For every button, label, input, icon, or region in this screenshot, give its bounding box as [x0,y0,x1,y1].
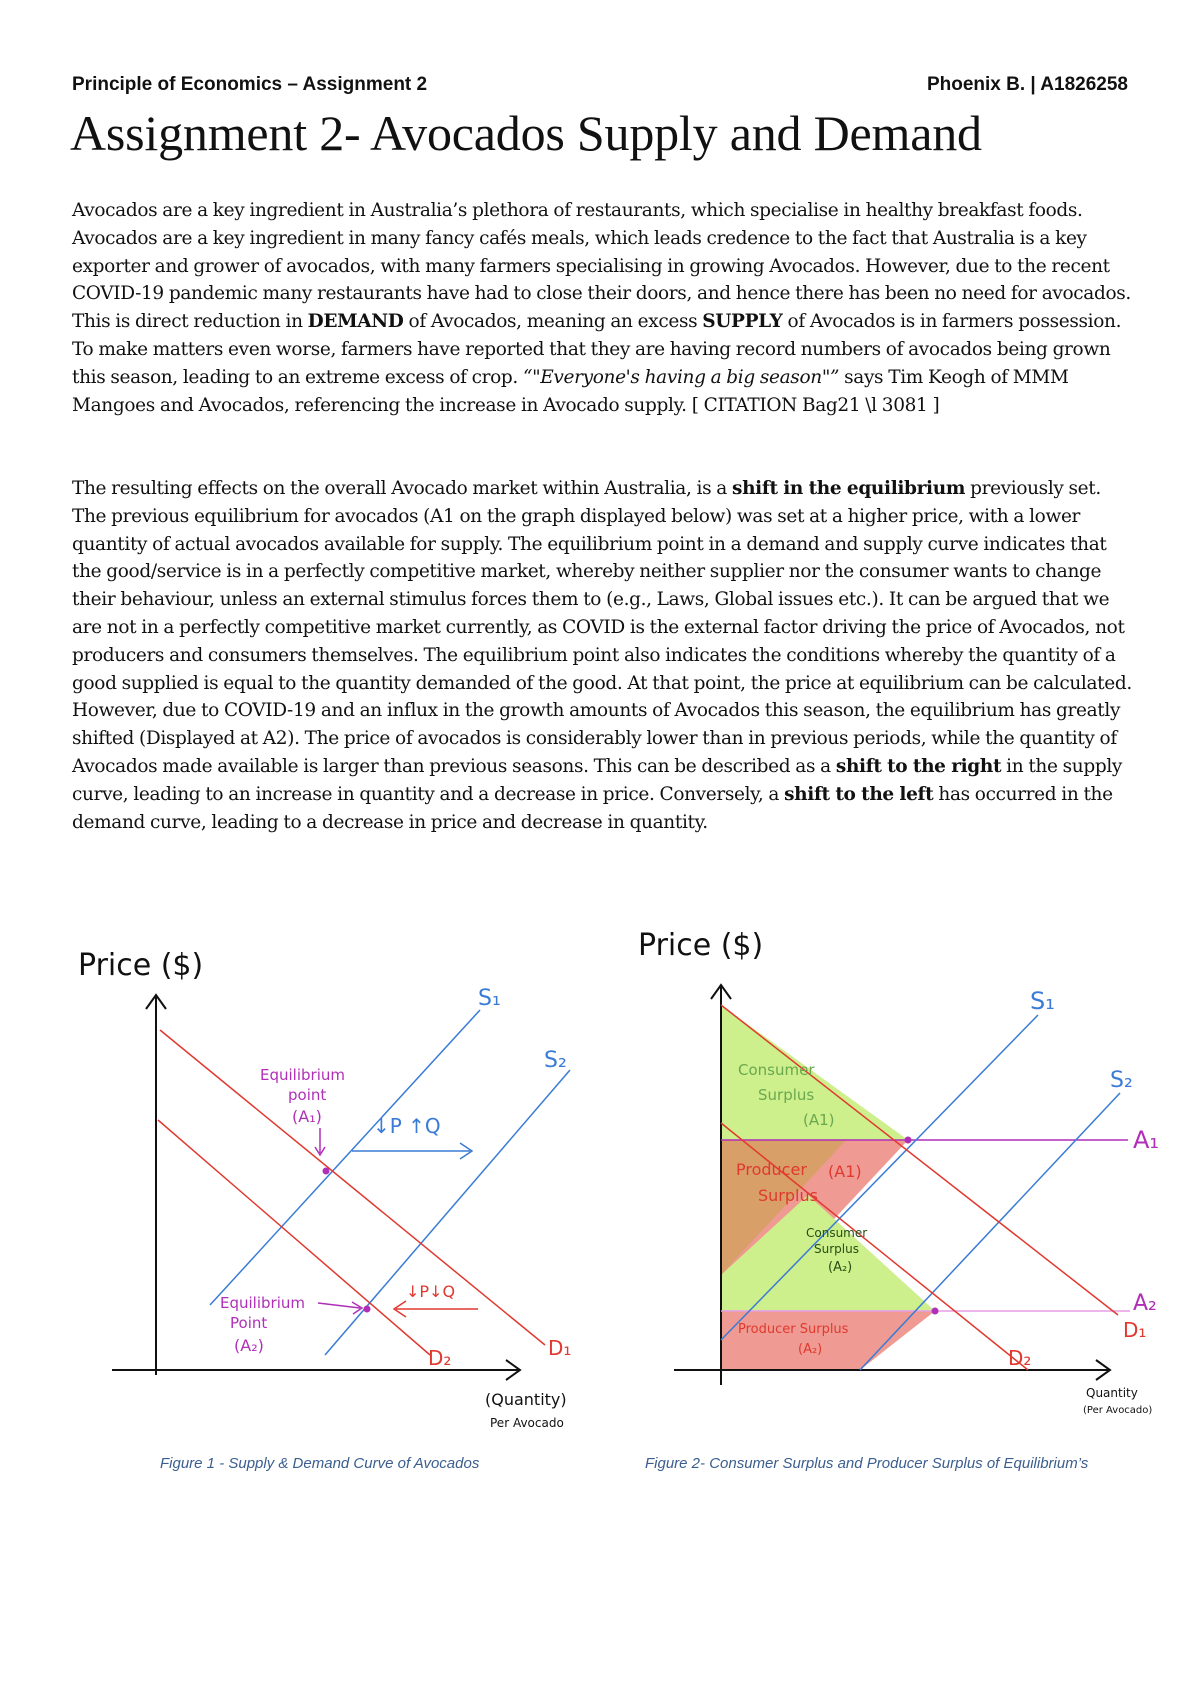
demand-curve-d2 [158,1120,430,1355]
cs-a1-label-line3: (A1) [803,1111,835,1129]
eq1-pointer-arrow [315,1128,325,1155]
cs-a1-label-line1: Consumer [738,1061,815,1079]
text-run: of Avocados, meaning an excess [403,311,703,333]
document-title: Assignment 2- Avocados Supply and Demand [70,105,982,161]
figure-supply-demand [70,915,590,1460]
cs-a2-label-line1: Consumer [806,1226,868,1240]
eq1-label-line2: point [288,1086,327,1104]
quote-mark: “" [523,366,541,388]
bold-shift-left: shift to the left [784,783,934,805]
ps-a1-label-line1: Producer [736,1160,807,1179]
surplus-graph [628,915,1188,1460]
quote-mark: "” [821,366,840,388]
x-axis-label: Quantity [1086,1386,1138,1400]
figure1-caption: Figure 1 - Supply & Demand Curve of Avocados [160,1455,480,1472]
equilibrium-point-a2 [364,1306,371,1313]
demand-curve-d1 [160,1030,545,1345]
text-run: in the supply curve, leading to an increase in quantity and a decrease in price. Conversely, a [72,755,1122,805]
x-axis-sublabel: (Per Avocado) [1083,1405,1153,1416]
bold-shift-right: shift to the right [835,755,1002,777]
supply-shift-arrow [352,1143,472,1159]
label-d1: D₁ [548,1336,572,1360]
label-s1: S₁ [478,986,501,1011]
paragraph-analysis [72,475,1134,836]
label-s1: S₁ [1030,987,1055,1015]
supply-curve-s1 [210,1010,480,1305]
eq2-label-line1: Equilibrium [220,1294,305,1312]
label-a1: A₁ [1133,1126,1160,1154]
eq1-label-line3: (A₁) [292,1107,322,1126]
eq2-label-line2: Point [230,1314,268,1332]
cs-a2-label-line3: (A₂) [828,1260,853,1275]
eq1-label-line1: Equilibrium [260,1066,345,1084]
quote-text: Everyone's having a big season [540,366,822,388]
cs-a1-label-line2: Surplus [758,1086,815,1104]
demand-shift-arrow [394,1301,478,1317]
label-s2: S₂ [544,1048,567,1073]
figure-surplus [628,915,1188,1460]
text-run: has occurred in the demand curve, leading to a decrease in price and decrease in quantity. [72,783,1113,833]
label-s2: S₂ [1110,1068,1133,1093]
ps-a2-label-line1: Producer Surplus [738,1322,849,1337]
label-d1: D₁ [1123,1318,1147,1342]
figure2-caption: Figure 2- Consumer Surplus and Producer Surplus of Equilibrium’s [645,1455,1089,1472]
label-d2: D₂ [428,1346,452,1370]
x-axis-label: (Quantity) [485,1390,567,1409]
label-a2: A₂ [1133,1291,1157,1316]
text-run: The resulting effects on the overall Avocado market within Australia, is a [72,478,732,499]
header-author: Phoenix B. | A1826258 [926,74,1128,95]
page-header [72,74,1128,100]
ps-a2-label-line2: (A₂) [798,1342,823,1357]
supply-curve-s2 [325,1070,570,1355]
producer-surplus-a2-area [721,1311,935,1370]
demand-shift-label: ↓P↓Q [406,1282,456,1301]
equilibrium-point-a2 [932,1308,939,1315]
cs-a2-label-line2: Surplus [814,1242,859,1256]
ps-a1-label-line2: (A1) [828,1162,862,1181]
bold-demand: DEMAND [307,311,404,333]
text-run: says Tim Keogh of MMM Mangoes and Avocados, referencing the increase in Avocado supply. [ CITATION Bag21 \l 3081 ] [72,366,1069,416]
text-run: Avocados are a key ingredient in Australia’s plethora of restaurants, which specialise in healthy breakfast foods. Avocados are a key ingredient in many fancy cafés meals, which leads credence to the fact that Australia is a key exporter and grower of avocados, with many farmers specialising in growing Avocados. However, due to the recent COVID-19 pandemic many restaurants have had to close their doors, and hence there has been no need for avocados. This is direct reduction in [72,200,1131,333]
bold-shift-equilibrium: shift in the equilibrium [732,478,966,499]
supply-shift-label: ↓P ↑Q [373,1114,441,1138]
ps-a1-label-line3: Surplus [758,1186,818,1205]
bold-supply: SUPPLY [702,311,783,333]
y-axis-label: Price ($) [638,928,764,963]
paragraph-intro [72,197,1134,419]
equilibrium-point-a1 [323,1168,330,1175]
equilibrium-point-a1 [905,1137,912,1144]
x-axis-sublabel: Per Avocado [490,1416,564,1430]
y-axis-label: Price ($) [78,948,204,983]
label-d2: D₂ [1008,1346,1032,1370]
supply-demand-graph [70,915,590,1460]
text-run: of Avocados is in farmers possession. To make matters even worse, farmers have reported that they are having record numbers of avocados being grown this season, leading to an extreme excess of crop. [72,311,1122,388]
eq2-label-line3: (A₂) [234,1336,264,1355]
header-course: Principle of Economics – Assignment 2 [72,74,428,95]
eq2-pointer-arrow [318,1302,362,1314]
text-run: previously set. The previous equilibrium for avocados (A1 on the graph displayed below) was set at a higher price, with a lower quantity of actual avocados available for supply. The equilibrium point in a demand and supply curve indicates that the good/service is in a perfectly competitive market, whereby neither supplier nor the consumer wants to change their behaviour, unless an external stimulus forces them to (e.g., Laws, Global issues etc.). It can be argued that we are not in a perfectly competitive market currently, as COVID is the external factor driving the price of Avocados, not producers and consumers themselves. The equilibrium point also indicates the conditions whereby the quantity of a good supplied is equal to the quantity demanded of the good. At that point, the price at equilibrium can be calculated. However, due to COVID-19 and an influx in the growth amounts of Avocados this season, the equilibrium has greatly shifted (Displayed at A2). The price of avocados is considerably lower than in previous periods, while the quantity of Avocados made available is larger than previous seasons. This can be described as a [72,478,1132,777]
